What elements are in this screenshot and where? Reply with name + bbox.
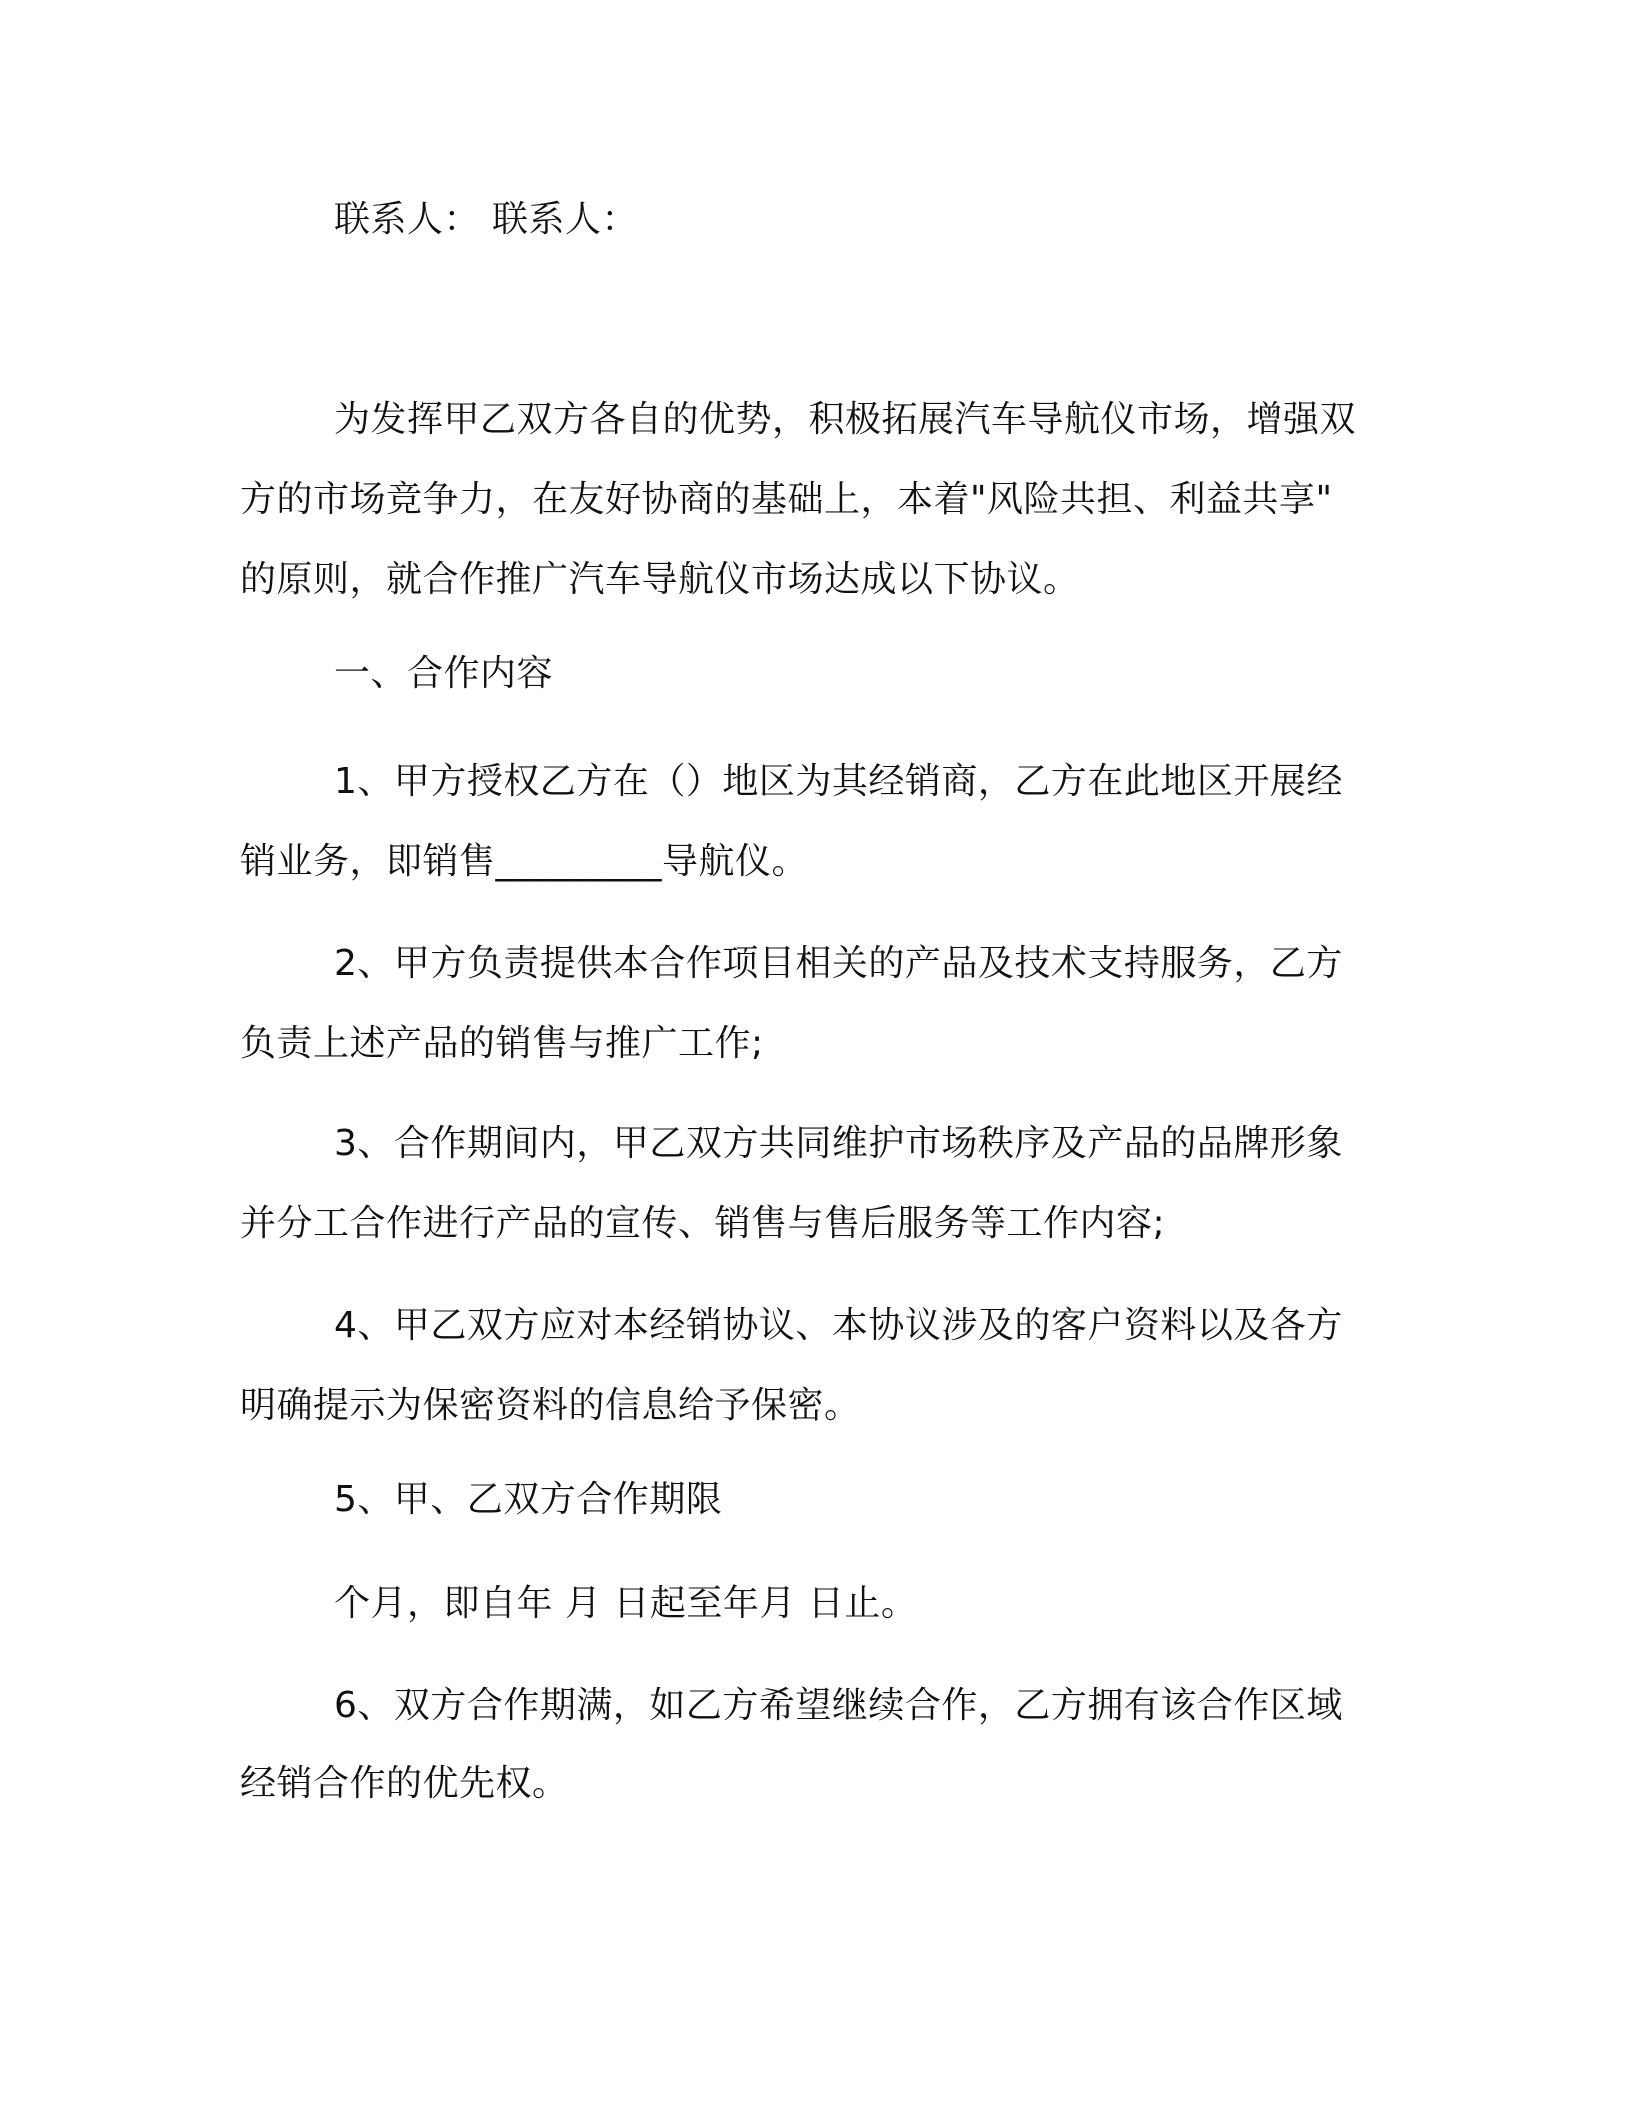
clause-1-line-2: 销业务，即销售_________导航仪。 [240, 841, 809, 882]
section-heading-cooperation: 一、合作内容 [334, 653, 554, 694]
clause-5-body: 个月，即自年 月 日起至年月 日止。 [334, 1583, 918, 1624]
clause-1-line-1: 1、甲方授权乙方在（）地区为其经销商，乙方在此地区开展经 [334, 761, 1343, 802]
clause-3-line-1: 3、合作期间内，甲乙双方共同维护市场秩序及产品的品牌形象 [334, 1123, 1343, 1164]
clause-2-line-1: 2、甲方负责提供本合作项目相关的产品及技术支持服务，乙方 [334, 943, 1343, 984]
clause-3-line-2: 并分工合作进行产品的宣传、销售与售后服务等工作内容; [240, 1203, 1166, 1244]
clause-5-heading: 5、甲、乙双方合作期限 [334, 1479, 723, 1520]
intro-line-2: 方的市场竞争力，在友好协商的基础上，本着"风险共担、利益共享" [240, 479, 1333, 520]
clause-6-line-2: 经销合作的优先权。 [240, 1763, 569, 1804]
clause-4-line-1: 4、甲乙双方应对本经销协议、本协议涉及的客户资料以及各方 [334, 1305, 1343, 1346]
clause-2-line-2: 负责上述产品的销售与推广工作; [240, 1023, 764, 1064]
intro-line-3: 的原则，就合作推广汽车导航仪市场达成以下协议。 [240, 559, 1080, 600]
clause-4-line-2: 明确提示为保密资料的信息给予保密。 [240, 1385, 861, 1426]
clause-6-line-1: 6、双方合作期满，如乙方希望继续合作，乙方拥有该合作区域 [334, 1685, 1343, 1726]
intro-line-1: 为发挥甲乙双方各自的优势，积极拓展汽车导航仪市场，增强双 [334, 399, 1357, 440]
contacts-line: 联系人： 联系人： [334, 199, 638, 240]
